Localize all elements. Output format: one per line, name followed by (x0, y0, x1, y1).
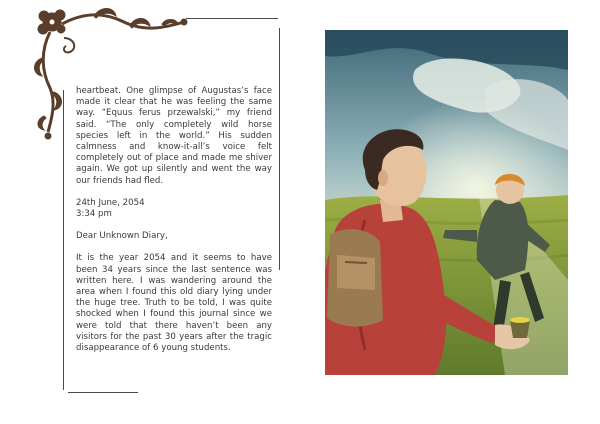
boy-and-friend-drawing-icon (325, 30, 568, 375)
diary-text (76, 86, 272, 354)
right-divider-line (279, 28, 280, 270)
paragraph-2: It is the year 2054 and it seems to have been 34 years since the last sentence was written here. I was wandering around the area when I found this old diary lying under the huge tree. Truth to be told, I was quite shocked when I found this journal since we were told that there haven’t been any visitors for the past 30 years after the tragic disappearance of 6 young students. (76, 253, 272, 354)
top-divider-line (186, 18, 278, 19)
bottom-divider-line (68, 392, 138, 393)
entry-greeting: Dear Unknown Diary, (76, 231, 168, 242)
paragraph-1: heartbeat. One glimpse of Augustas’s face made it clear that he was feeling the same way. “Equus ferus przewalski,” my friend said. “The only completely wild horse species left in the world.” His sudden calmness and know-it-all’s voice felt completely out of place and made me shiver again. We got up silently and went the way our friends had fled. (76, 86, 272, 186)
entry-time: 3:34 pm (76, 209, 112, 220)
entry-date: 24th June, 2054 (76, 197, 145, 208)
left-divider-line (63, 90, 64, 390)
